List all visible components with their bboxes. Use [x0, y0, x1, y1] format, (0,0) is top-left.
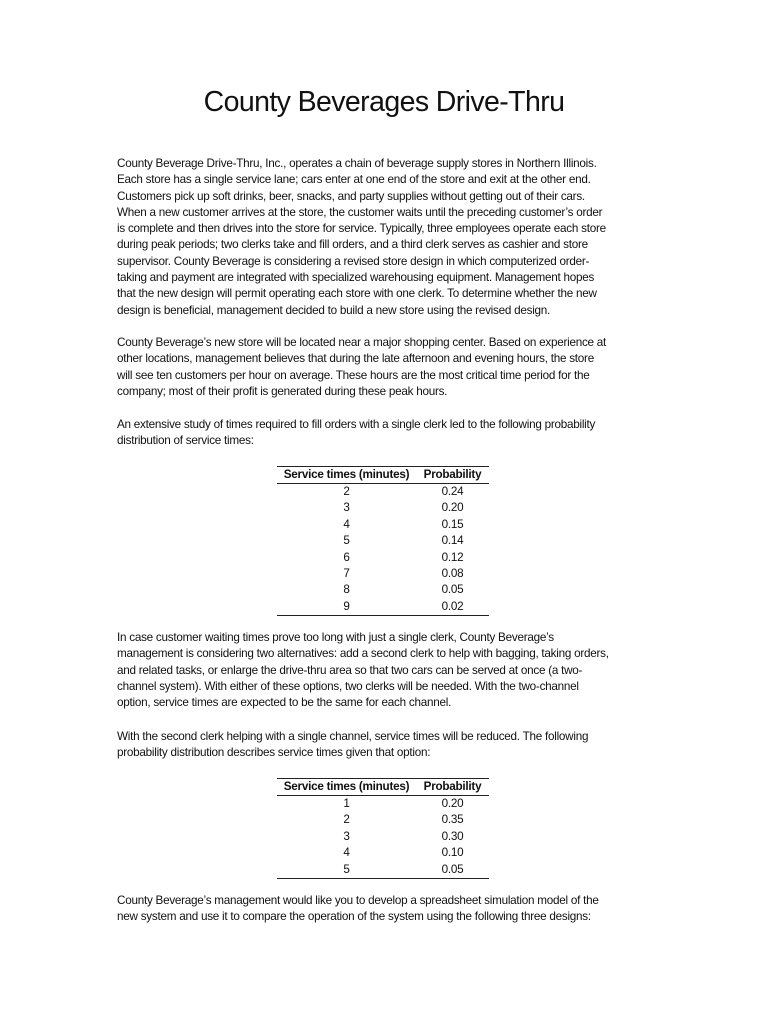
paragraph-second-clerk: [117, 729, 649, 762]
text-line: during peak periods; two clerks take and fill orders, and a third clerk serves as cashier and store: [117, 238, 588, 252]
table-row: [277, 500, 489, 516]
text-line: Customers pick up soft drinks, beer, snacks, and party supplies without getting out of their cars.: [117, 189, 585, 203]
service-time-cell: 3: [343, 829, 350, 843]
text-line: that the new design will permit operating each store with one clerk. To determine whether the new: [117, 287, 597, 301]
paragraph-alternatives: [117, 630, 649, 711]
probability-cell: 0.08: [441, 567, 464, 581]
service-times-table-second-clerk: [277, 778, 489, 879]
table-row: [277, 566, 489, 582]
text-line: County Beverage Drive-Thru, Inc., operates a chain of beverage supply stores in Northern Illinois.: [117, 157, 597, 170]
paragraph-simulation: [117, 893, 649, 926]
table-row: [277, 533, 489, 549]
column-header-service-times: Service times (minutes): [277, 779, 416, 796]
table-header-row: [277, 467, 489, 484]
text-line: channel system). With either of these options, two clerks will be needed. With the two-channel: [117, 679, 579, 693]
text-line: other locations, management believes that during the late afternoon and evening hours, the store: [117, 352, 594, 366]
service-time-cell: 4: [343, 846, 350, 860]
probability-cell: 0.20: [441, 501, 464, 515]
table-row: [277, 550, 489, 566]
table-header-row: [277, 779, 489, 796]
probability-cell: 0.05: [441, 583, 464, 597]
probability-cell: 0.15: [441, 517, 464, 531]
document-title: County Beverages Drive-Thru: [203, 86, 565, 118]
service-times-table-single-clerk: [277, 466, 489, 616]
text-line: In case customer waiting times prove too long with just a single clerk, County Beverage’s: [117, 631, 554, 644]
probability-cell: 0.12: [441, 550, 464, 564]
column-header-service-times: Service times (minutes): [277, 467, 416, 484]
service-time-cell: 5: [343, 534, 350, 548]
paragraph-study: [117, 417, 649, 450]
table-row: [277, 484, 489, 501]
service-time-cell: 7: [343, 567, 350, 581]
table-row: [277, 517, 489, 533]
text-line: taking and payment are integrated with specialized warehousing equipment. Management hopes: [117, 271, 595, 285]
column-header-probability: Probability: [416, 467, 489, 484]
text-line: is complete and then drives into the store for service. Typically, three employees operate each store: [117, 222, 606, 236]
text-line: County Beverage’s management would like you to develop a spreadsheet simulation model of the: [117, 894, 599, 907]
service-time-cell: 3: [343, 501, 350, 515]
text-line: probability distribution describes service times given that option:: [117, 746, 431, 760]
text-line: County Beverage’s new store will be located near a major shopping center. Based on experience at: [117, 336, 607, 349]
probability-cell: 0.05: [416, 862, 489, 879]
service-time-cell: 1: [343, 797, 350, 810]
text-line: will see ten customers per hour on average. These hours are the most critical time period for the: [117, 368, 590, 382]
text-line: company; most of their profit is generated during these peak hours.: [117, 384, 448, 398]
table-row: [277, 862, 489, 879]
table-row: [277, 845, 489, 861]
paragraph-new-store: [117, 335, 649, 400]
text-line: option, service times are expected to be the same for each channel.: [117, 696, 452, 710]
table-row: [277, 812, 489, 828]
service-time-cell: 6: [343, 550, 350, 564]
text-line: When a new customer arrives at the store, the customer waits until the preceding customer’s order: [117, 205, 603, 219]
service-time-cell: 4: [343, 517, 350, 531]
probability-cell: 0.35: [441, 813, 464, 827]
service-time-cell: 8: [343, 583, 350, 597]
column-header-probability: Probability: [416, 779, 489, 796]
text-line: With the second clerk helping with a single channel, service times will be reduced. The following: [117, 730, 589, 743]
paragraph-intro: [117, 156, 649, 319]
probability-cell: 0.24: [441, 485, 464, 498]
probability-cell: 0.30: [441, 829, 464, 843]
text-line: and related tasks, or enlarge the drive-thru area so that two cars can be served at once (a two-: [117, 663, 583, 677]
text-line: management is considering two alternatives: add a second clerk to help with bagging, taking orders,: [117, 647, 609, 661]
table-row: [277, 796, 489, 813]
text-line: supervisor. County Beverage is considering a revised store design in which computerized order-: [117, 254, 590, 268]
probability-cell: 0.20: [441, 797, 464, 810]
service-time-cell: 2: [343, 485, 350, 498]
text-line: An extensive study of times required to fill orders with a single clerk led to the following probability: [117, 418, 596, 431]
service-time-cell: 2: [343, 813, 350, 827]
text-line: design is beneficial, management decided to build a new store using the revised design.: [117, 303, 551, 317]
text-line: new system and use it to compare the operation of the system using the following three designs:: [117, 910, 591, 924]
text-line: distribution of service times:: [117, 434, 254, 448]
text-line: Each store has a single service lane; cars enter at one end of the store and exit at the other end.: [117, 173, 591, 187]
service-time-cell: 5: [277, 862, 416, 879]
probability-cell: 0.14: [441, 534, 464, 548]
service-time-cell: 9: [277, 599, 416, 616]
table-row: [277, 599, 489, 616]
table-row: [277, 829, 489, 845]
probability-cell: 0.02: [416, 599, 489, 616]
table-row: [277, 582, 489, 598]
probability-cell: 0.10: [441, 846, 464, 860]
